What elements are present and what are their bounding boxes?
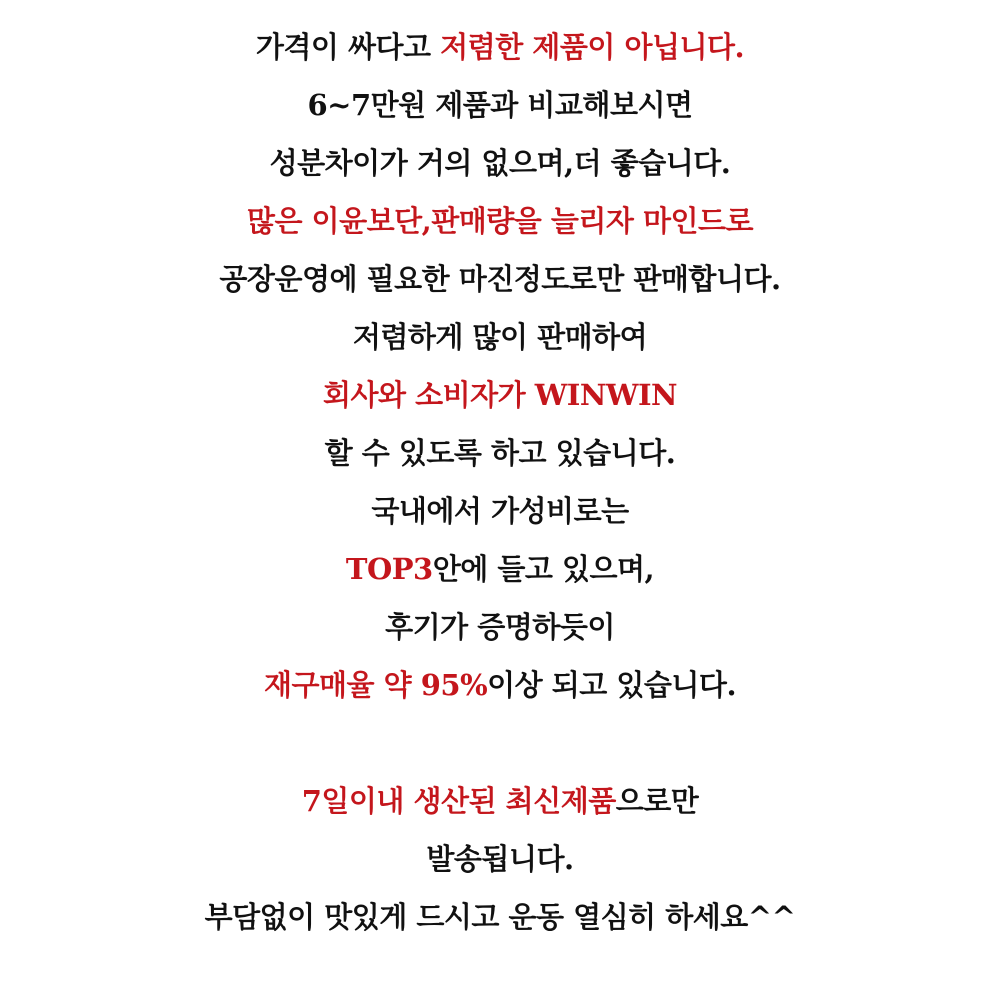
text-segment: 발송됩니다. xyxy=(426,842,574,876)
text-segment: 성분차이가 거의 없으며,더 좋습니다. xyxy=(269,146,731,180)
highlight-text: TOP3 xyxy=(345,552,433,586)
text-line-3 xyxy=(0,134,1000,192)
text-segment: 안에 들고 있으며, xyxy=(432,552,655,586)
text-line-13 xyxy=(0,772,1000,830)
text-line-6 xyxy=(0,308,1000,366)
highlight-text: 7일이내 생산된 최신제품 xyxy=(301,784,616,818)
text-segment: 이상 되고 있습니다. xyxy=(487,668,737,702)
highlight-text: 회사와 소비자가 WINWIN xyxy=(322,378,678,412)
text-line-2 xyxy=(0,76,1000,134)
text-line-9 xyxy=(0,482,1000,540)
text-segment: 6~7만원 제품과 비교해보시면 xyxy=(307,88,693,122)
text-line-4 xyxy=(0,192,1000,250)
highlight-text: 저렴한 제품이 아닙니다. xyxy=(440,30,745,64)
text-line-8 xyxy=(0,424,1000,482)
text-line-14 xyxy=(0,830,1000,888)
text-segment: 부담없이 맛있게 드시고 운동 열심히 하세요^^ xyxy=(204,900,796,934)
text-segment: 후기가 증명하듯이 xyxy=(385,610,615,644)
blank-line xyxy=(0,714,1000,772)
text-segment: 할 수 있도록 하고 있습니다. xyxy=(324,436,676,470)
text-line-15 xyxy=(0,888,1000,946)
text-line-11 xyxy=(0,598,1000,656)
highlight-text: 많은 이윤보단,판매량을 늘리자 마인드로 xyxy=(246,204,754,238)
text-line-7 xyxy=(0,366,1000,424)
promo-text-block xyxy=(0,18,1000,946)
text-segment: 국내에서 가성비로는 xyxy=(371,494,629,528)
text-line-12 xyxy=(0,656,1000,714)
text-segment: 공장운영에 필요한 마진정도로만 판매합니다. xyxy=(219,262,781,296)
text-segment: 으로만 xyxy=(615,784,699,818)
text-line-10 xyxy=(0,540,1000,598)
text-line-1 xyxy=(0,18,1000,76)
text-segment: 가격이 싸다고 xyxy=(255,30,441,64)
text-segment: 저렴하게 많이 판매하여 xyxy=(352,320,648,354)
highlight-text: 재구매율 약 95% xyxy=(263,668,488,702)
text-line-5 xyxy=(0,250,1000,308)
